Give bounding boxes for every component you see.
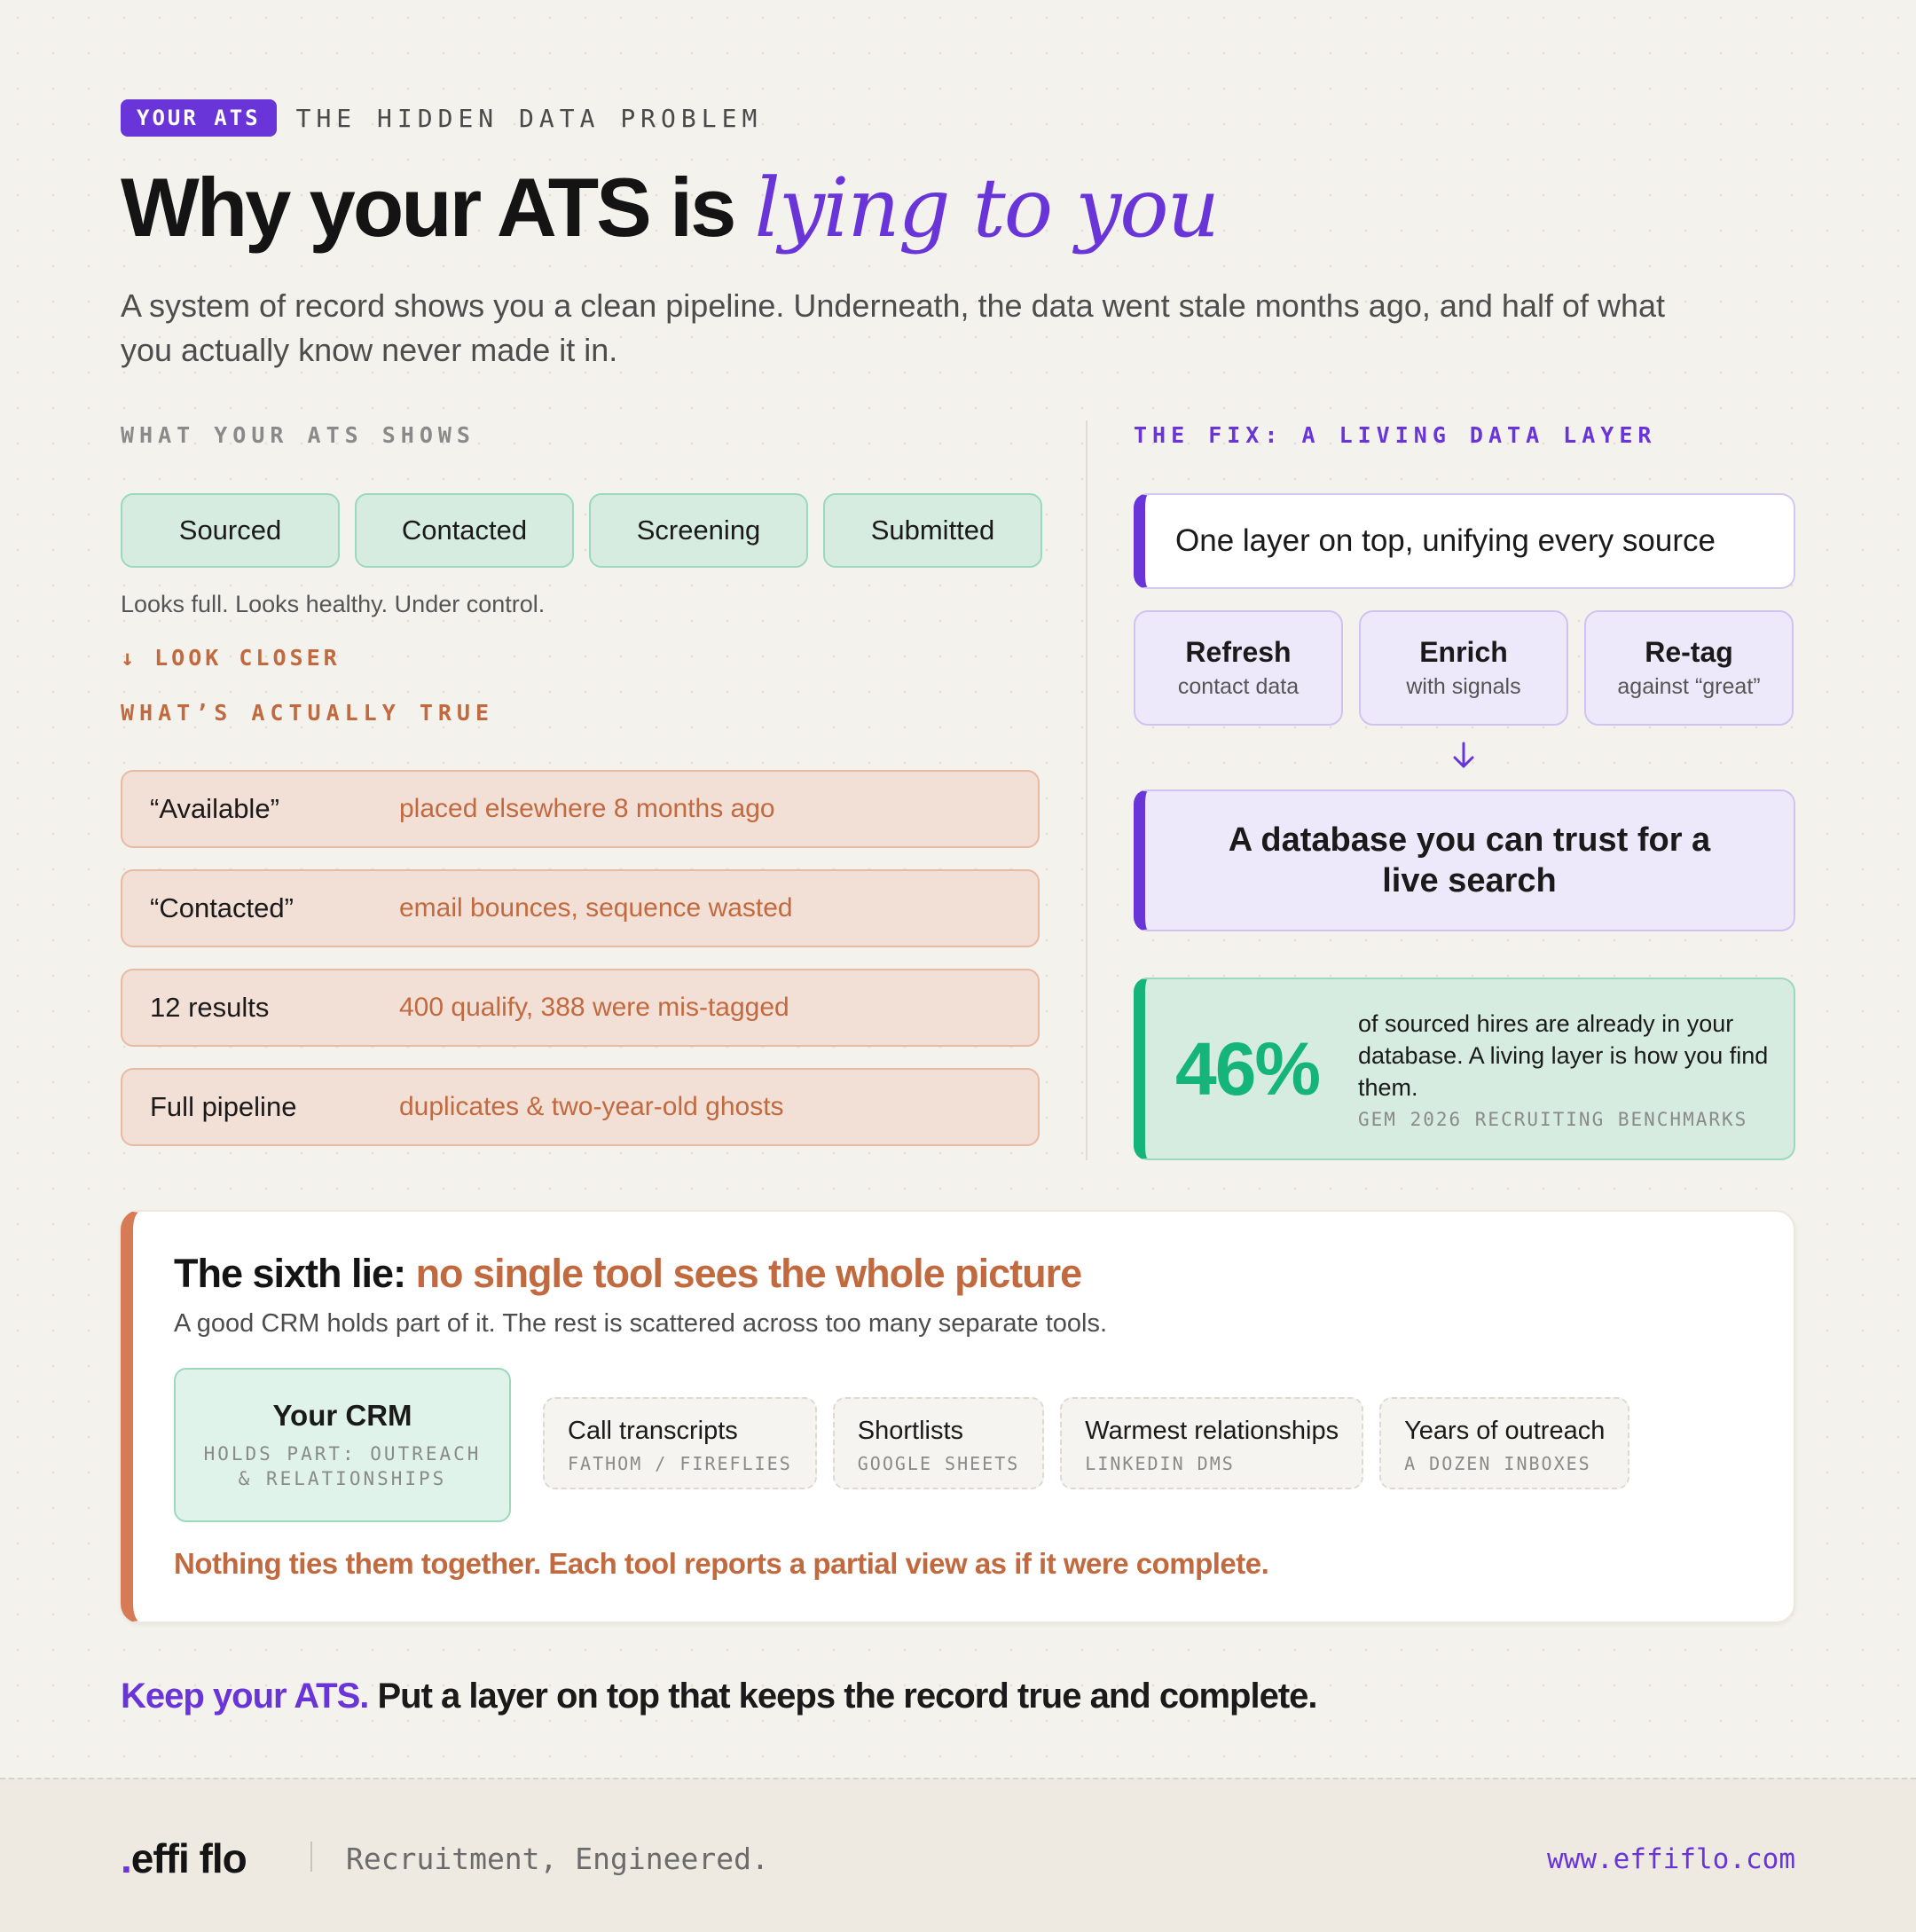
truth-row: [121, 1068, 1040, 1146]
truth-row: [121, 969, 1040, 1047]
truth-row: [121, 869, 1040, 947]
page-subtitle: A system of record shows you a clean pipeline. Underneath, the data went stale months ago, and half of what you actually know never made it in.: [121, 287, 1666, 368]
operation-sub: with signals: [1406, 674, 1521, 699]
stat-body: [1358, 1008, 1784, 1130]
ats-badge: YOUR ATS: [121, 99, 277, 137]
arrow-down-icon: [1448, 740, 1480, 772]
card-footer: Nothing ties them together. Each tool reports a partial view as if it were complete.: [174, 1547, 1269, 1580]
trusted-database-box: A database you can trust for a live search: [1134, 789, 1795, 931]
website-link[interactable]: www.effiflo.com: [1547, 1843, 1795, 1875]
tool-title: Shortlists: [857, 1417, 964, 1445]
footer: [0, 1778, 1916, 1932]
label-fix: THE FIX: A LIVING DATA LAYER: [1134, 422, 1657, 448]
truth-row: [121, 770, 1040, 848]
stage-chip: Submitted: [823, 493, 1042, 568]
truth-key: 12 results: [150, 992, 270, 1023]
stat-source: GEM 2026 RECRUITING BENCHMARKS: [1358, 1109, 1748, 1130]
tool-chip: [1060, 1397, 1363, 1489]
tool-title: Warmest relationships: [1085, 1417, 1339, 1445]
tool-sub: A DOZEN INBOXES: [1404, 1453, 1591, 1474]
tool-sub: LINKEDIN DMS: [1085, 1453, 1235, 1474]
logo-dot: .: [121, 1835, 131, 1881]
sixth-lie-card: [121, 1210, 1795, 1623]
stage-chip: Contacted: [355, 493, 574, 568]
tool-chip: [833, 1397, 1045, 1489]
tool-sub: FATHOM / FIREFLIES: [568, 1453, 792, 1474]
card-title-main: The sixth lie:: [174, 1251, 416, 1296]
eyebrow-text: THE HIDDEN DATA PROBLEM: [295, 103, 763, 133]
truth-key: Full pipeline: [150, 1091, 297, 1122]
tool-title: Call transcripts: [568, 1417, 738, 1445]
stage-chip: Screening: [589, 493, 808, 568]
crm-title: Your CRM: [272, 1399, 412, 1432]
tagline: Recruitment, Engineered.: [346, 1842, 769, 1876]
crm-sub: HOLDS PART: OUTREACH & RELATIONSHIPS: [203, 1443, 482, 1489]
operation-title: Enrich: [1419, 636, 1508, 668]
footer-divider: [310, 1842, 312, 1872]
closing-rest: Put a layer on top that keeps the record true and complete.: [368, 1677, 1317, 1716]
label-ats-shows: WHAT YOUR ATS SHOWS: [121, 422, 475, 448]
tool-title: Years of outreach: [1404, 1417, 1606, 1445]
unifying-layer-box: One layer on top, unifying every source: [1134, 493, 1795, 589]
stat-text: of sourced hires are already in your database. A living layer is how you find them.: [1358, 1010, 1769, 1101]
operation-title: Re-tag: [1645, 636, 1733, 668]
tool-chip: [1379, 1397, 1629, 1489]
truth-value: duplicates & two-year-old ghosts: [399, 1092, 784, 1121]
label-actually-true: WHAT’S ACTUALLY TRUE: [121, 700, 495, 726]
stat-card: [1134, 978, 1795, 1160]
look-closer: ↓ LOOK CLOSER: [121, 645, 341, 671]
column-divider: [1086, 420, 1088, 1160]
stage-chips: [121, 493, 1042, 568]
tool-sub: GOOGLE SHEETS: [857, 1453, 1020, 1474]
card-title: [174, 1251, 1081, 1297]
card-title-accent: no single tool sees the whole picture: [415, 1251, 1082, 1296]
operation-title: Refresh: [1185, 636, 1292, 668]
layer-operations: [1134, 610, 1794, 726]
brand-logo[interactable]: [121, 1834, 247, 1882]
closing-statement: [121, 1677, 1317, 1716]
stage-chip: Sourced: [121, 493, 340, 568]
truth-list: [121, 770, 1040, 1167]
title-accent: lying to you: [754, 161, 1218, 255]
truth-value: 400 qualify, 388 were mis-tagged: [399, 993, 789, 1022]
card-subtitle: A good CRM holds part of it. The rest is scattered across too many separate tools.: [174, 1309, 1108, 1338]
logo-text: effi flo: [130, 1835, 247, 1881]
truth-key: “Available”: [150, 793, 279, 824]
truth-value: email bounces, sequence wasted: [399, 893, 793, 923]
truth-value: placed elsewhere 8 months ago: [399, 794, 775, 823]
scattered-tools: [543, 1397, 1629, 1489]
operation-refresh: [1134, 610, 1343, 726]
closing-accent: Keep your ATS.: [121, 1677, 369, 1716]
tool-chip: [543, 1397, 817, 1489]
operation-enrich: [1359, 610, 1568, 726]
title-main: Why your ATS is: [121, 161, 755, 254]
crm-box: [174, 1368, 511, 1522]
eyebrow: [121, 99, 762, 137]
operation-sub: against “great”: [1617, 674, 1761, 699]
pipeline-note: Looks full. Looks healthy. Under control.: [121, 591, 546, 617]
stat-number: 46%: [1175, 1026, 1320, 1111]
operation-sub: contact data: [1177, 674, 1300, 699]
page-title: [121, 160, 1218, 255]
operation-retag: [1584, 610, 1794, 726]
truth-key: “Contacted”: [150, 892, 294, 923]
